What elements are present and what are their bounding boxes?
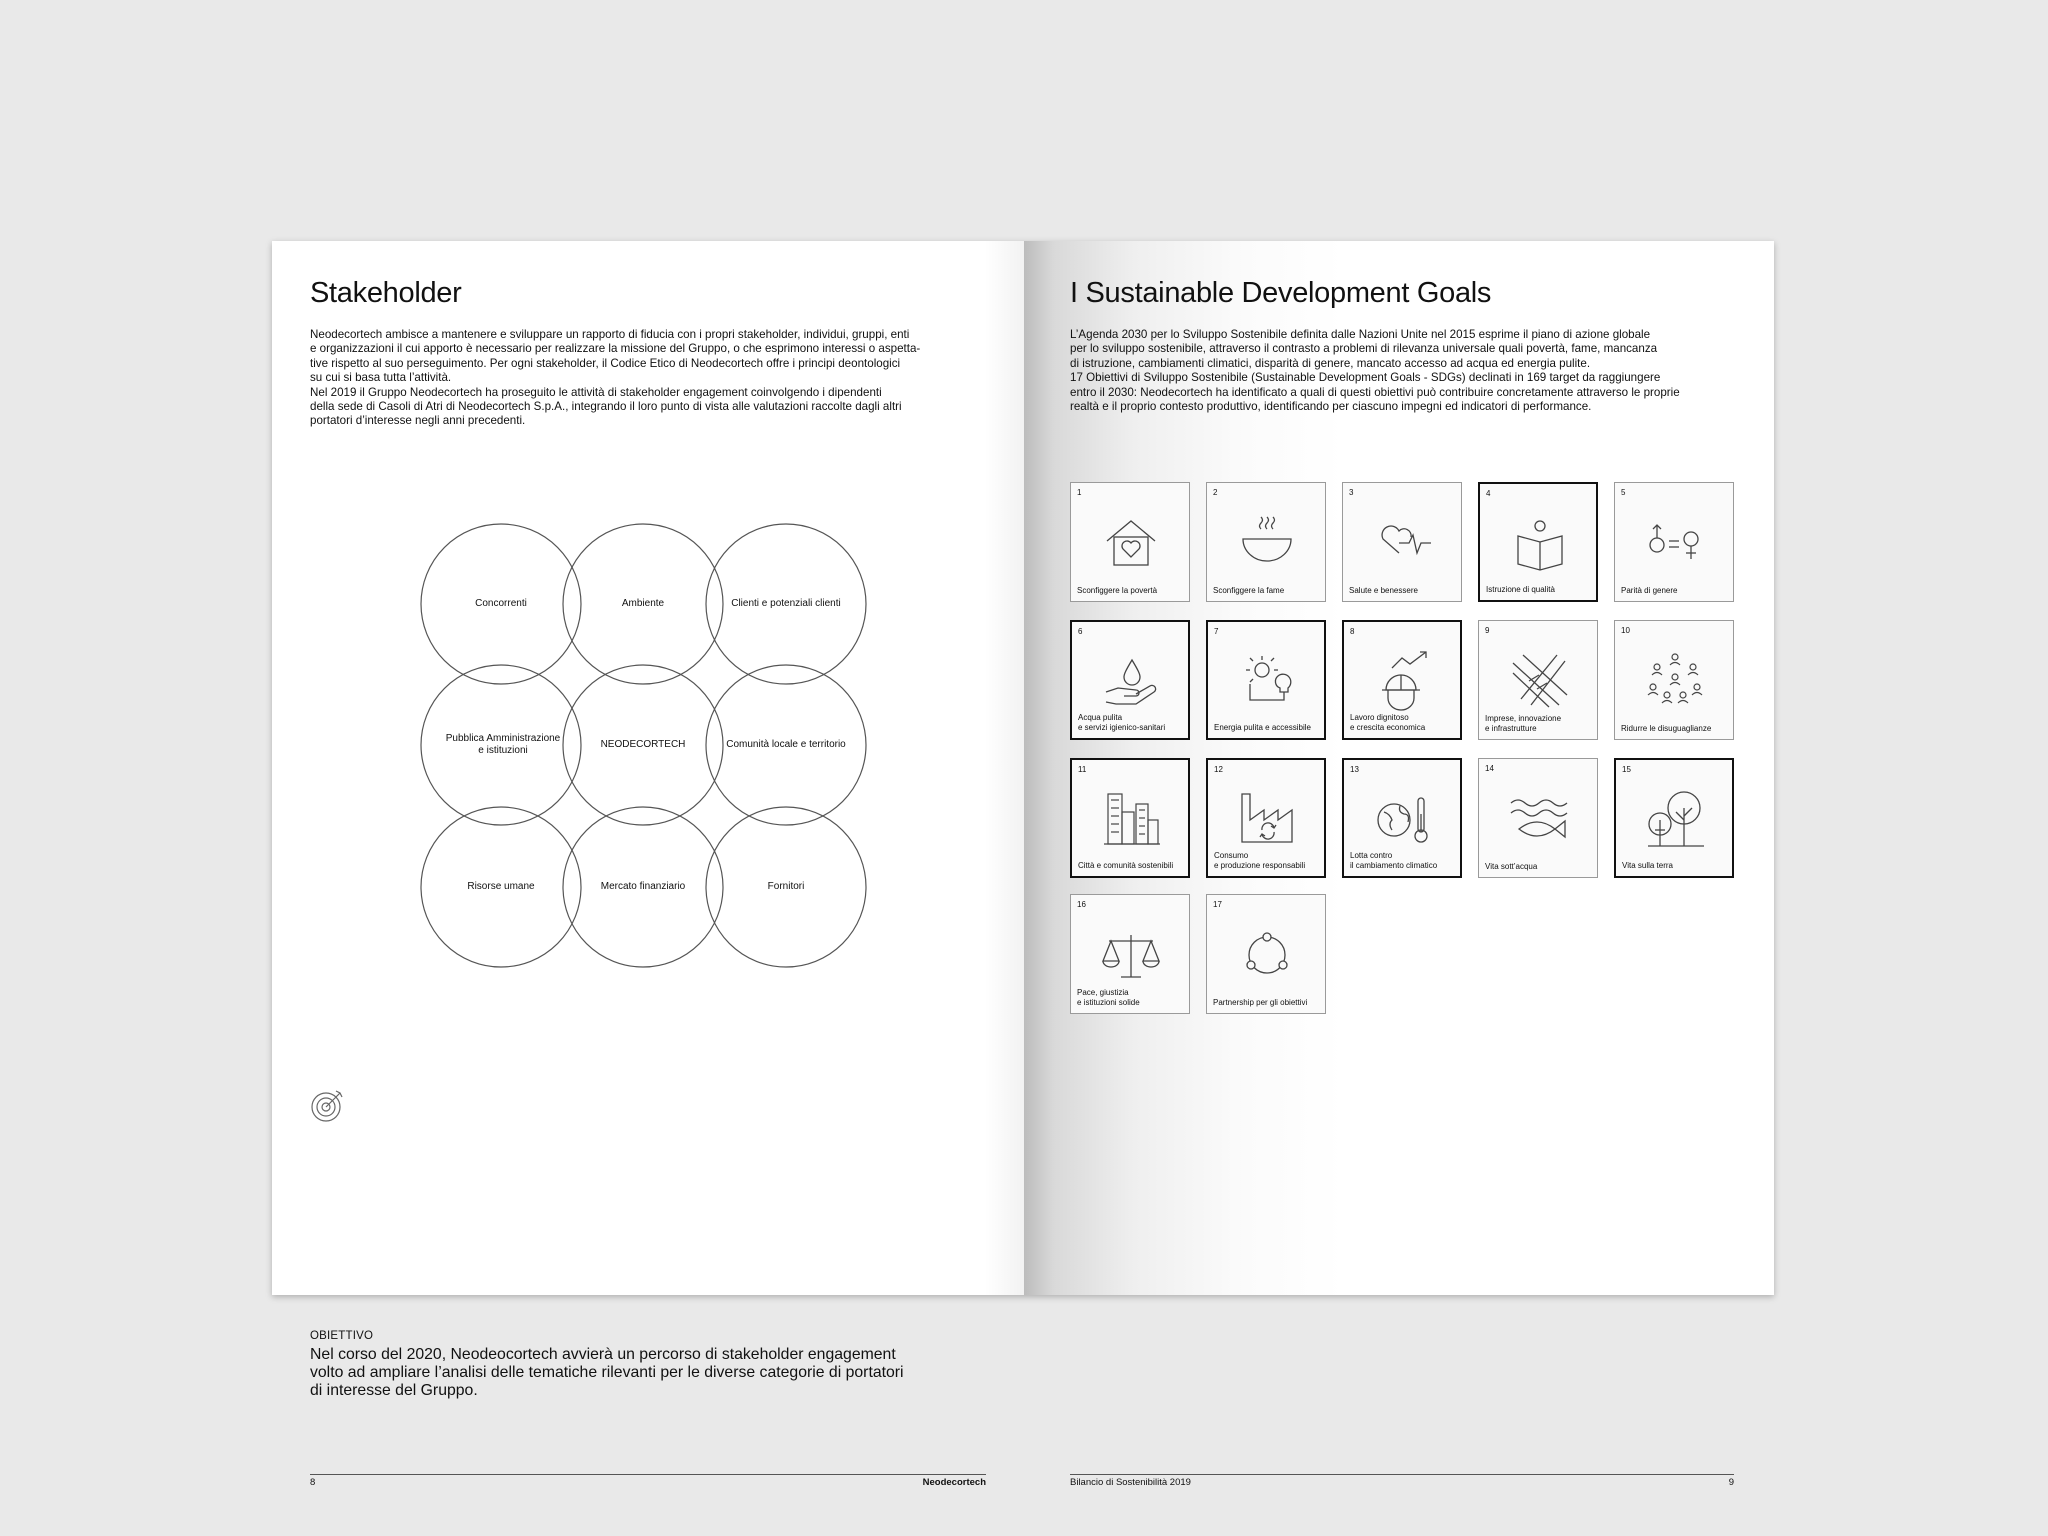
sdg-label: Sconfiggere la fame [1213, 586, 1285, 595]
intro-paragraph-2: Nel 2019 il Gruppo Neodecortech ha proseguito le attività di stakeholder engagement coinvolgendo i dipendenti della sede di Casoli di Atri di Neodecortech S.p.A., integrando il loro punto di vista alle valutazioni raccolte dagli altri portatori d’interesse negli anni precedenti. [310, 385, 902, 428]
sdg-number: 3 [1349, 488, 1354, 497]
sdg-tile-highlighted [1342, 758, 1462, 878]
venn-label: Comunità locale e territorio [726, 739, 846, 750]
page-number: 9 [1728, 1477, 1734, 1488]
footer-brand: Neodecortech [922, 1477, 986, 1488]
page-title: I Sustainable Development Goals [1070, 277, 1492, 309]
sdg-number: 13 [1350, 765, 1359, 774]
helmet-growth-icon [1374, 652, 1434, 712]
sdg-tile-highlighted [1342, 620, 1462, 740]
venn-label: Mercato finanziario [600, 881, 686, 892]
partnership-circle-icon [1237, 925, 1297, 985]
sdg-number: 6 [1078, 627, 1083, 636]
sdg-tile [1478, 620, 1598, 740]
sdg-label: Pace, giustizia e istituzioni solide [1077, 988, 1140, 1007]
sdg-number: 15 [1622, 765, 1631, 774]
house-heart-icon [1101, 513, 1161, 573]
globe-thermometer-icon [1374, 790, 1434, 850]
venn-label-center: NEODECORTECH [600, 739, 686, 750]
people-circle-icon [1645, 651, 1705, 711]
sdg-tile [1206, 482, 1326, 602]
right-page [1024, 241, 1774, 1488]
footer-rule [310, 1474, 986, 1475]
sdg-number: 9 [1485, 626, 1490, 635]
sdg-number: 16 [1077, 900, 1086, 909]
brochure-spread [272, 241, 1774, 1488]
intro-text [310, 328, 990, 429]
venn-label: Clienti e potenziali clienti [731, 598, 841, 609]
venn-label: Fornitori [767, 881, 805, 892]
sdg-label: Imprese, innovazione e infrastrutture [1485, 714, 1562, 733]
venn-label: Risorse umane [467, 881, 535, 892]
sdg-label: Ridurre le disuguaglianze [1621, 724, 1712, 733]
left-page [272, 241, 1024, 1488]
sdg-number: 7 [1214, 627, 1219, 636]
sdg-label: Energia pulita e accessibile [1214, 723, 1311, 732]
sdg-number: 10 [1621, 626, 1630, 635]
scales-icon [1101, 925, 1161, 985]
factory-recycle-icon [1238, 790, 1298, 850]
objective-text: Nel corso del 2020, Neodeocortech avvierà un percorso di stakeholder engagement volto ad ampliare l’analisi delle tematiche rilevanti per le diverse categorie di portatori di interesse del Gruppo. [310, 1346, 904, 1399]
sdg-label: Lavoro dignitoso e crescita economica [1350, 713, 1426, 732]
sun-bulb-icon [1238, 652, 1298, 712]
sdg-tile-highlighted [1206, 758, 1326, 878]
page-title: Stakeholder [310, 277, 462, 309]
infrastructure-icon [1509, 651, 1569, 711]
sdg-label: Lotta contro il cambiamento climatico [1350, 851, 1438, 870]
sdg-label: Acqua pulita e servizi igienico-sanitari [1078, 713, 1166, 732]
bowl-icon [1237, 513, 1297, 573]
sdg-label: Sconfiggere la povertà [1077, 586, 1158, 595]
sdg-label: Città e comunità sostenibili [1078, 861, 1174, 870]
intro-paragraph-2: 17 Obiettivi di Sviluppo Sostenibile (Sustainable Development Goals - SDGs) declinati in 169 target da raggiungere entro il 2030: Neodecortech ha identificato a quali di questi obiettivi può contribuire concretamente attraverso le proprie realtà e il proprio contesto produttivo, identificando per ciascuno impegni ed indicatori di performance. [1070, 371, 1680, 414]
sdg-number: 11 [1078, 765, 1087, 774]
heartbeat-icon [1373, 513, 1433, 573]
intro-paragraph-1: L’Agenda 2030 per lo Sviluppo Sostenibile definita dalle Nazioni Unite nel 2015 esprime il piano di azione globale per lo sviluppo sostenibile, attraverso il contrasto a problemi di rilevanza universale quali povertà, fame, mancanza di istruzione, cambiamenti climatici, disparità di genere, mancato accesso ad acqua ed energia pulite. [1070, 328, 1658, 370]
sdg-number: 17 [1213, 900, 1222, 909]
sdg-number: 14 [1485, 764, 1494, 773]
city-buildings-icon [1102, 790, 1162, 850]
sdg-number: 4 [1486, 489, 1491, 498]
sdg-label: Consumo e produzione responsabili [1214, 851, 1306, 870]
venn-label: Concorrenti [475, 598, 527, 609]
page-number: 8 [310, 1477, 316, 1488]
sdg-tile [1070, 894, 1190, 1014]
sdg-label: Vita sulla terra [1622, 861, 1673, 870]
sdg-number: 8 [1350, 627, 1355, 636]
sdg-tile [1478, 758, 1598, 878]
sdg-tile [1342, 482, 1462, 602]
sdg-tile [1614, 620, 1734, 740]
sdg-label: Partnership per gli obiettivi [1213, 998, 1308, 1007]
sdg-tile [1070, 482, 1190, 602]
footer-report-title: Bilancio di Sostenibilità 2019 [1070, 1477, 1191, 1488]
stakeholder-diagram [420, 523, 868, 969]
sdg-number: 12 [1214, 765, 1223, 774]
sdg-tile-highlighted [1070, 758, 1190, 878]
venn-label: Ambiente [621, 598, 665, 609]
sdg-label: Parità di genere [1621, 586, 1678, 595]
book-reader-icon [1510, 514, 1570, 574]
gender-equality-icon [1645, 513, 1705, 573]
trees-icon [1646, 790, 1706, 850]
target-icon [310, 1087, 346, 1123]
intro-text [1070, 328, 1750, 414]
sdg-tile-highlighted [1478, 482, 1598, 602]
water-drop-hand-icon [1102, 652, 1162, 712]
fish-waves-icon [1509, 789, 1569, 849]
sdg-number: 5 [1621, 488, 1626, 497]
venn-label: Pubblica Amministrazione e istituzioni [445, 733, 561, 756]
sdg-tile-highlighted [1070, 620, 1190, 740]
sdg-tile [1614, 482, 1734, 602]
sdg-tile-highlighted [1206, 620, 1326, 740]
sdg-tile [1206, 894, 1326, 1014]
objective-label: OBIETTIVO [310, 1330, 374, 1342]
sdg-label: Salute e benessere [1349, 586, 1418, 595]
sdg-label: Vita sott’acqua [1485, 862, 1538, 871]
footer-rule [1070, 1474, 1734, 1475]
intro-paragraph-1: Neodecortech ambisce a mantenere e sviluppare un rapporto di fiducia con i propri stakeholder, individui, gruppi, enti e organizzazioni il cui apporto è necessario per realizzare la missione del Gruppo, o che esprimono interessi o aspetta- tive rispetto al suo perseguimento. Per ogni stakeholder, il Codice Etico di Neodecortech offre i principi deontologici su cui si basa tutta l’attività. [310, 328, 921, 385]
sdg-label: Istruzione di qualità [1486, 585, 1555, 594]
sdg-number: 2 [1213, 488, 1218, 497]
sdg-number: 1 [1077, 488, 1082, 497]
sdg-tile-highlighted [1614, 758, 1734, 878]
